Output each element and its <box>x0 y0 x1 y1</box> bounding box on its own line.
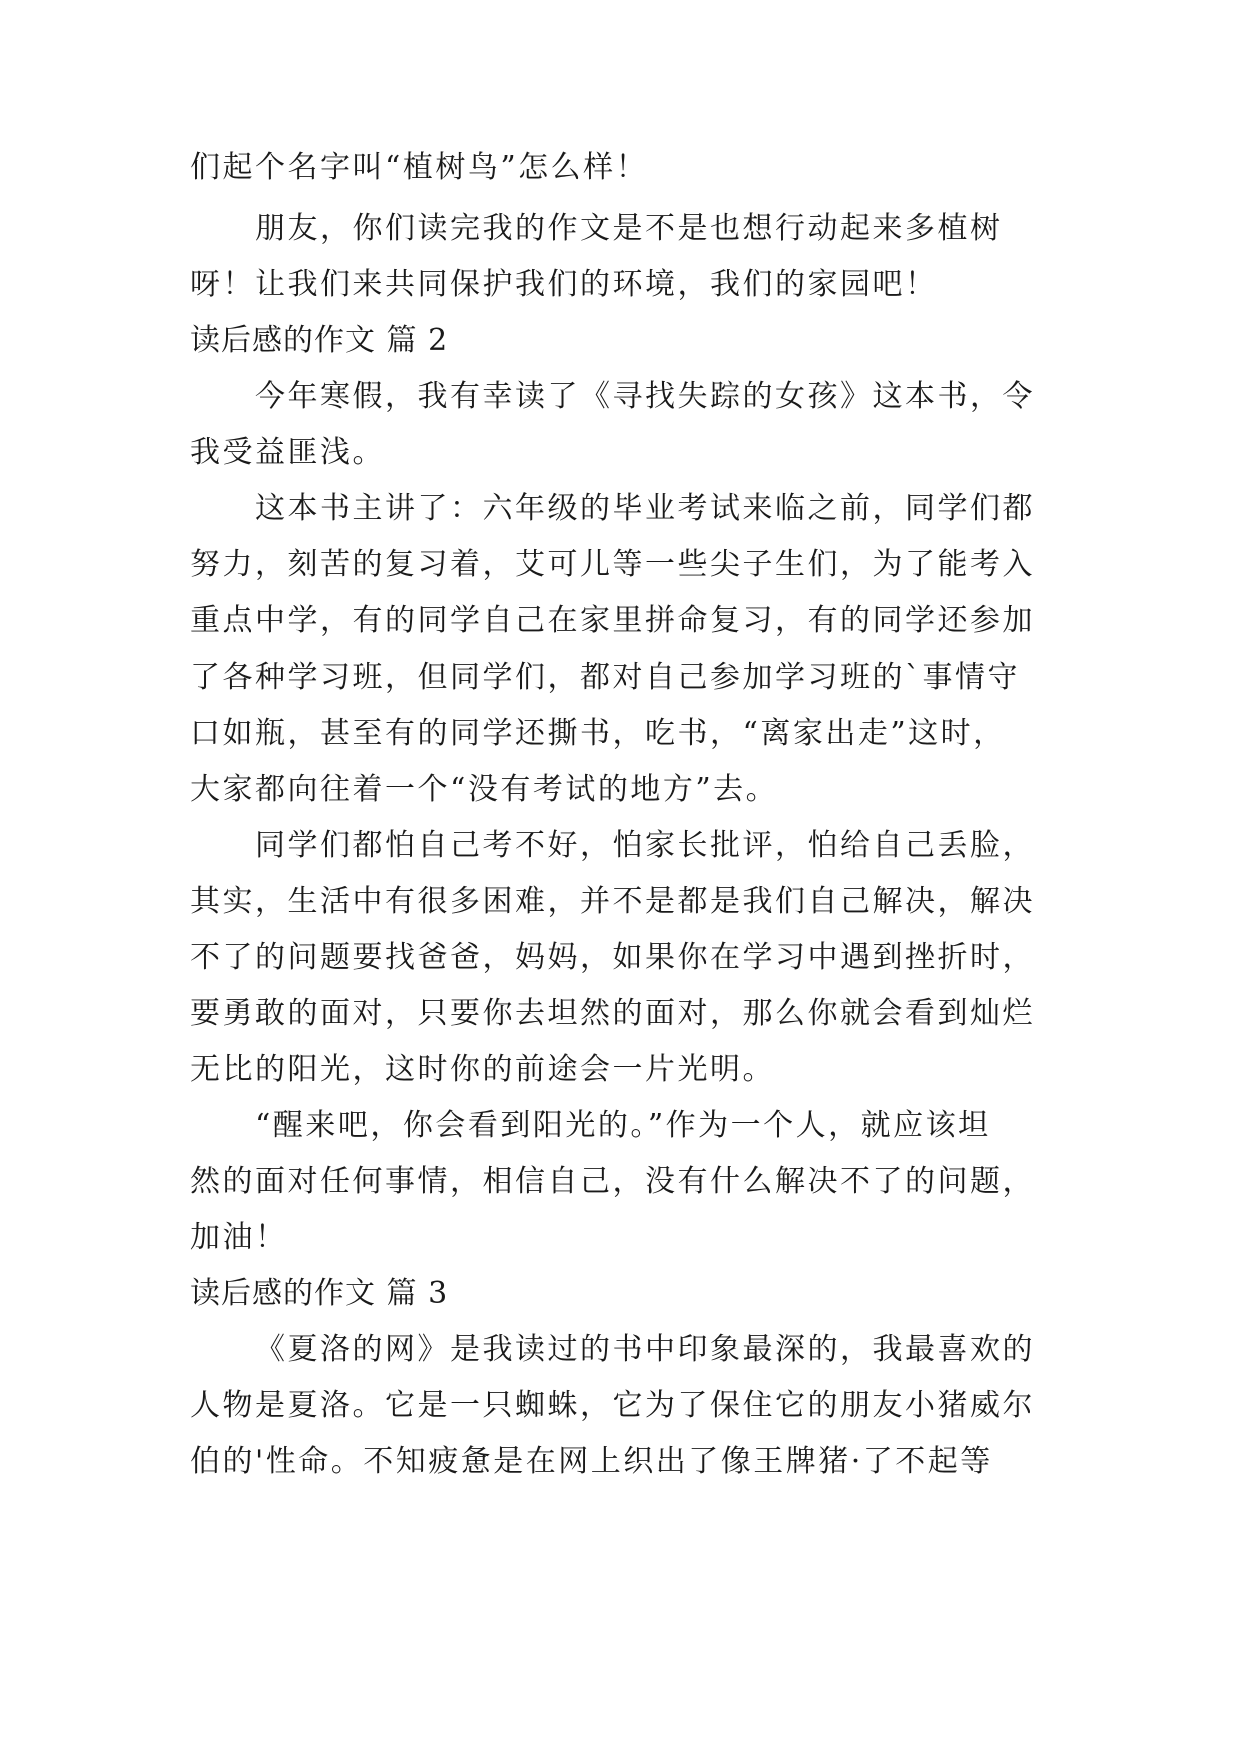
paragraph-line: 大家都向往着一个“没有考试的地方”去。 <box>190 772 779 807</box>
paragraph-line: “醒来吧，你会看到阳光的。”作为一个人，就应该坦 <box>255 1108 991 1143</box>
paragraph-line: 这本书主讲了：六年级的毕业考试来临之前，同学们都 <box>255 491 1035 526</box>
paragraph-line: 重点中学，有的同学自己在家里拼命复习，有的同学还参加 <box>190 603 1035 638</box>
paragraph-line: 我受益匪浅。 <box>190 435 385 470</box>
section-heading: 读后感的作文 篇 3 <box>190 1276 449 1311</box>
paragraph-line: 然的面对任何事情，相信自己，没有什么解决不了的问题， <box>190 1164 1035 1199</box>
paragraph-line: 努力，刻苦的复习着，艾可儿等一些尖子生们，为了能考入 <box>190 547 1035 582</box>
paragraph-line: 《夏洛的网》是我读过的书中印象最深的，我最喜欢的 <box>255 1332 1035 1367</box>
paragraph-line: 要勇敢的面对，只要你去坦然的面对，那么你就会看到灿烂 <box>190 996 1035 1031</box>
paragraph-line: 加油！ <box>190 1220 288 1255</box>
paragraph-line: 朋友，你们读完我的作文是不是也想行动起来多植树 <box>255 211 1003 246</box>
paragraph-line: 呀！让我们来共同保护我们的环境，我们的家园吧！ <box>190 267 938 302</box>
paragraph-line: 无比的阳光，这时你的前途会一片光明。 <box>190 1052 775 1087</box>
paragraph-line: 不了的问题要找爸爸，妈妈，如果你在学习中遇到挫折时， <box>190 940 1035 975</box>
paragraph-line: 其实，生活中有很多困难，并不是都是我们自己解决，解决 <box>190 884 1035 919</box>
paragraph-line: 人物是夏洛。它是一只蜘蛛，它为了保住它的朋友小猪威尔 <box>190 1388 1035 1423</box>
paragraph-line: 今年寒假，我有幸读了《寻找失踪的女孩》这本书，令 <box>255 379 1035 414</box>
paragraph-line: 们起个名字叫“植树鸟”怎么样！ <box>190 150 649 185</box>
paragraph-line: 同学们都怕自己考不好，怕家长批评，怕给自己丢脸， <box>255 828 1035 863</box>
paragraph-line: 了各种学习班，但同学们，都对自己参加学习班的`事情守 <box>190 660 1020 695</box>
paragraph-line: 口如瓶，甚至有的同学还撕书，吃书，“离家出走”这时， <box>190 716 1006 751</box>
paragraph-line: 伯的'性命。不知疲惫是在网上织出了像王牌猪·了不起等 <box>190 1444 993 1479</box>
section-heading: 读后感的作文 篇 2 <box>190 323 449 358</box>
